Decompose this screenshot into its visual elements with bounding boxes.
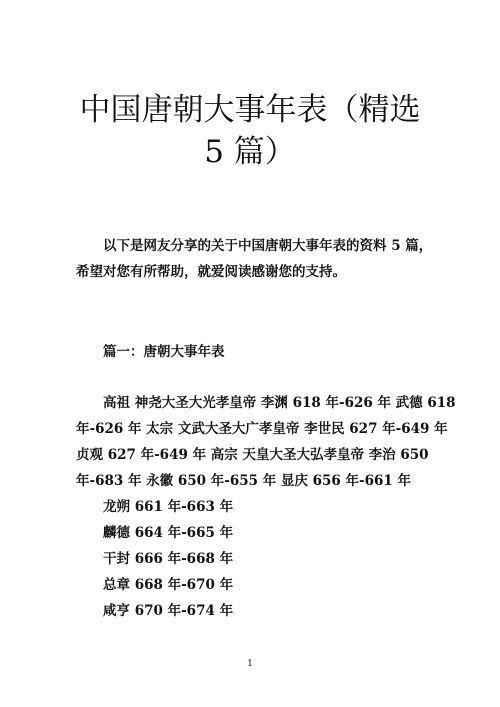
intro-line-1: 以下是网友分享的关于中国唐朝大事年表的资料 5 篇， — [103, 238, 433, 254]
era-line-linde: 麟德 664 年-665 年 — [103, 525, 234, 541]
document-title-line-1: 中国唐朝大事年表（精选 — [79, 92, 421, 128]
document-title-line-2: 5 篇） — [204, 134, 296, 170]
section-heading: 篇一：唐朝大事年表 — [103, 344, 225, 360]
era-line-xianheng: 咸亨 670 年-674 年 — [103, 603, 234, 619]
era-line-ganfeng: 干封 666 年-668 年 — [103, 551, 234, 567]
body-line-3: 贞观 627 年-649 年 高宗 天皇大圣大弘孝皇帝 李治 650 — [76, 447, 429, 463]
era-line-zongzhang: 总章 668 年-670 年 — [103, 577, 234, 593]
era-line-longshuo: 龙朔 661 年-663 年 — [103, 499, 234, 515]
body-line-4: 年-683 年 永徽 650 年-655 年 显庆 656 年-661 年 — [76, 473, 412, 489]
intro-line-2: 希望对您有所帮助，就爱阅读感谢您的支持。 — [76, 264, 346, 280]
body-line-2: 年-626 年 太宗 文武大圣大广孝皇帝 李世民 627 年-649 年 — [76, 421, 448, 437]
page-number: 1 — [247, 659, 253, 669]
body-line-1: 高祖 神尧大圣大光孝皇帝 李渊 618 年-626 年 武德 618 — [103, 395, 456, 411]
